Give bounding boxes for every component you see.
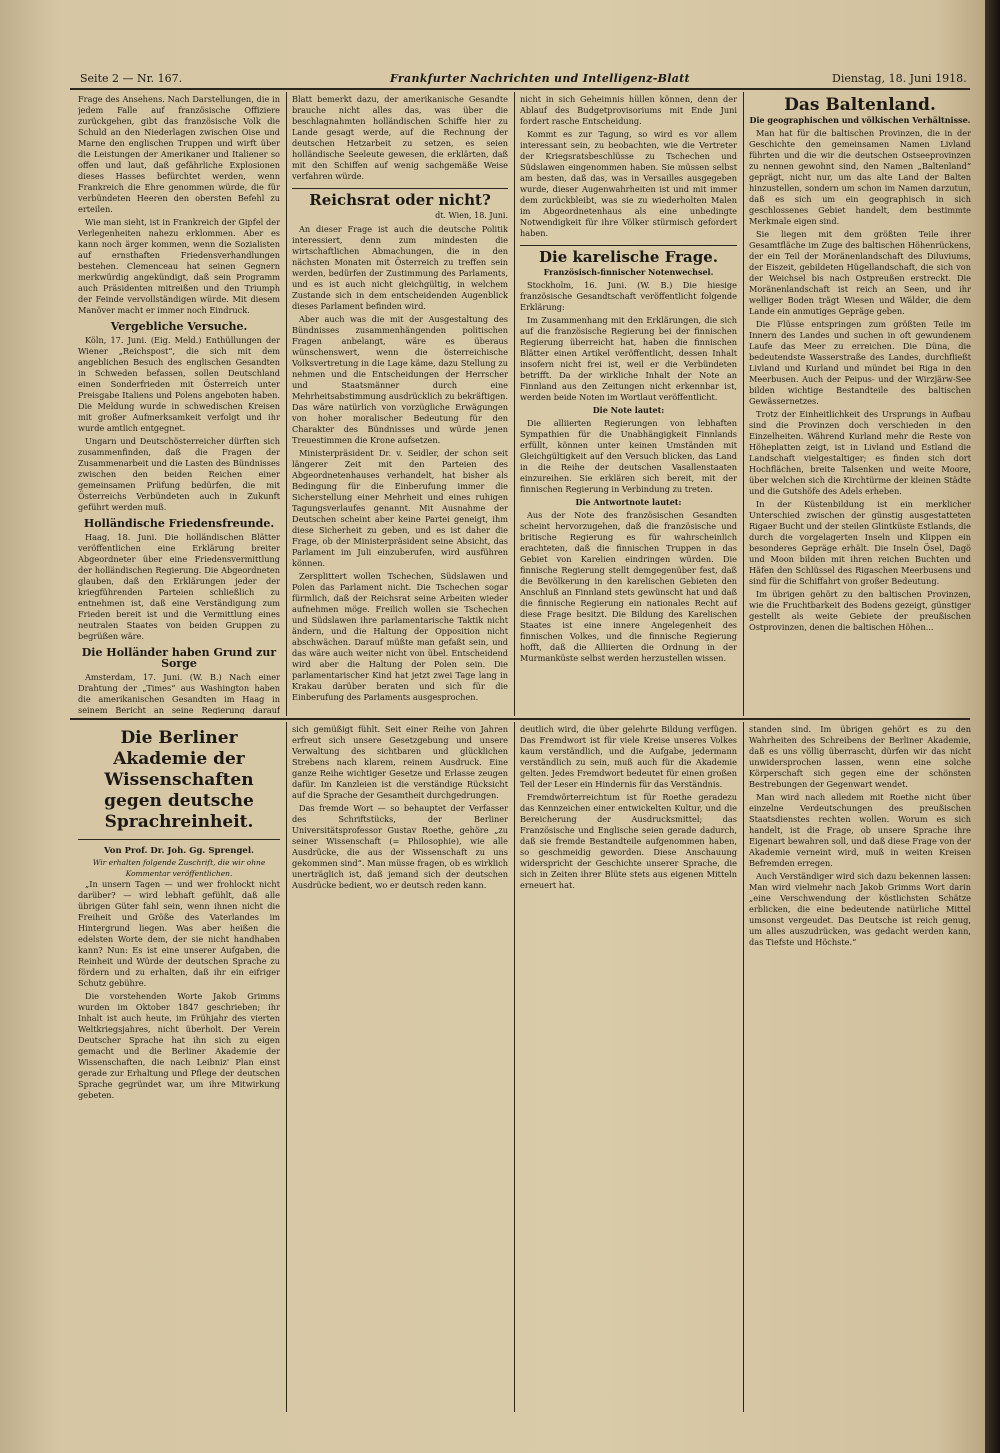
article-text: nicht in sich Geheimnis hüllen können, denn der Ablauf des Budgetprovisoriums mit Ende Juni fordert rasche Entscheidung. xyxy=(520,94,737,126)
article-subheading: Französisch-finnischer Notenwechsel. xyxy=(543,267,714,277)
article-text: An dieser Frage ist auch die deutsche Politik interessiert, denn zum mindesten die wirtschaftlichen Abmachungen, die in den nächsten Monaten mit Österreich zu treffen sein werden, bedürfen der Zustimmung des Parlaments, und es ist auch nicht gleichgültig, in welchem Zustande sich in dem entscheidenden Augenblick dieses Parlament befinden wird. xyxy=(292,224,508,311)
article-heading: Vergebliche Versuche. xyxy=(110,320,248,333)
divider xyxy=(78,839,280,840)
article-text: Köln, 17. Juni. (Eig. Meld.) Enthüllungen der Wiener „Reichspost“, die sich mit dem angeblichen Besuch des englischen Gesandten in Schweden befassen, sollen Deutschland einen Sonderfrieden mit Österreich unter Preisgabe Italiens und Polens angeboten haben. Die Meldung wurde in schwedischen Kreisen mit großer Aufmerksamkeit verfolgt und ihr wurde amtlich entgegnet. xyxy=(78,335,280,433)
byline: Von Prof. Dr. Joh. Gg. Sprengel. xyxy=(103,846,255,856)
column-1 xyxy=(78,94,280,714)
column-3 xyxy=(520,94,737,714)
article-text: Frage des Ansehens. Nach Darstellungen, die in jedem Falle auf französische Offiziere zurückgehen, gibt das französische Volk die Schuld an den Niederlagen zwischen Oise und Marne den englischen Truppen und wirft über die Leistungen der Amerikaner und Italiener so offen und laut, daß gefährliche Explosionen dieses Hasses befürchtet werden, wenn Frankreich die Ehre genommen würde, die für verbündeten Heeren den obersten Befehl zu erteilen. xyxy=(78,94,280,214)
article-text: Sie liegen mit dem größten Teile ihrer Gesamtfläche im Zuge des baltischen Höhenrückens, der ein Teil der Moränenlandschaft des Diluviums, der Eiszeit, gebildeten Hügellandschaft, die sich von der Weichsel bis nach Ostpreußen erstreckt. Die Moränenlandschaft ist reich an Seen, und ihr welliger Boden trägt Wiesen und Wälder, die dem Lande ein anmutiges Gepräge geben. xyxy=(749,229,971,316)
article-text: In der Küstenbildung ist ein merklicher Unterschied zwischen der günstig ausgestatteten Rigaer Bucht und der steilen Glintküste Estlands, die durch die vorgelagerten Inseln und Klippen ein besonderes Gepräge erhält. Die Inseln Ösel, Dagö und Moon bilden mit ihren reichen Buchten und Häfen den Schlüssel des Rigaschen Meerbusens und sind für die Schiffahrt von großer Bedeutung. xyxy=(749,499,971,586)
article-text: Die vorstehenden Worte Jakob Grimms wurden im Oktober 1847 geschrieben; ihr Inhalt ist auch heute, im Frühjahr des vierten Weltkriegsjahres, nicht überholt. Der Verein Deutscher Sprache hat ihn sich zu eigen gemacht und die Berliner Akademie der Wissenschaften, die nach Leibniz' Plan einst gerade zur Erhaltung und Pflege der deutschen Sprache gegründet war, um ihre Mitwirkung gebeten. xyxy=(78,991,280,1100)
article-text: Das fremde Wort — so behauptet der Verfasser des Schriftstücks, der Berliner Universitätsprofessor Gustav Roethe, gehöre „zu seiner Wissenschaft (= Philosophie), wie alle Ausdrücke, die aus der Wissenschaft zu uns gekommen sind“. Man müsse fragen, ob es wirklich unerträglich ist, daß jemand sich der deutschen Ausdrücke bedient, wo er deutsch reden kann. xyxy=(292,803,508,890)
divider xyxy=(520,245,737,246)
article-subheading: Die geographischen und völkischen Verhältnisse. xyxy=(749,115,971,125)
article-heading: Die karelische Frage. xyxy=(539,248,718,266)
lower-column-4 xyxy=(749,724,971,1410)
note-caption: Die Note lautet: xyxy=(592,405,665,415)
article-text: Ministerpräsident Dr. v. Seidler, der schon seit längerer Zeit mit den Parteien des Abgeordnetenhauses verhandelt, hat bisher als Bedingung für die Einberufung immer die Sicherstellung einer Mehrheit und eines ruhigen Tagungsverlaufes genannt. Mit Ausnahme der Deutschen scheint aber keine Partei geneigt, ihm diese Sicherheit zu geben, und es ist daher die Frage, ob der Ministerpräsident seine Absicht, das Parlament im Juli einzuberufen, wird ausführen können. xyxy=(292,448,508,568)
article-text: Haag, 18. Juni. Die holländischen Blätter veröffentlichen eine Erklärung breiter Abgeordneter über eine Friedensvermittlung der holländischen Regierung. Die Abgeordneten glauben, daß den Erklärungen jeder der kriegführenden Parteien schließlich zu entnehmen ist, daß eine Verständigung zum Frieden bereit ist und die Vermittlung eines neutralen Staates von beiden Gruppen zu begrüßen wäre. xyxy=(78,532,280,641)
article-text: Auch Verständiger wird sich dazu bekennen lassen: Man wird vielmehr nach Jakob Grimms Wort darin „eine Verschwendung der köstlichsten Schätze erblicken, die eine bedeutende natürliche Mittel umsonst vergeudet. Das Deutsche ist reich genug, um alles auszudrücken, was gedacht werden kann, das Tiefste und Höchste.“ xyxy=(749,871,971,947)
lower-column-2 xyxy=(292,724,508,1410)
article-text: Man hat für die baltischen Provinzen, die in der Geschichte den gemeinsamen Namen Livland führten und die wir die deutschen Ostseeprovinzen zu nennen gewohnt sind, den Namen „Baltenland“ geprägt, nicht nur, um das alte Land der Balten hinzustellen, sondern um schon im Namen darzutun, daß es sich um ein geographisch in sich geschlossenes Gebiet handelt, dem bestimmte Merkmale eigen sind. xyxy=(749,128,971,226)
article-text: Ungarn und Deutschösterreicher dürften sich zusammenfinden, daß die Fragen der Zusammenarbeit und die Lasten des Bündnisses zwischen den beiden Reichen einer gemeinsamen Prüfung bedürfen, die mit Österreichs Verbündeten auch in Zukunft geführt werden muß. xyxy=(78,436,280,512)
article-text: Stockholm, 16. Juni. (W. B.) Die hiesige französische Gesandtschaft veröffentlicht folgende Erklärung: xyxy=(520,280,737,312)
article-heading: Das Baltenland. xyxy=(784,95,936,115)
column-rule-5 xyxy=(514,722,515,1412)
article-text: Trotz der Einheitlichkeit des Ursprungs in Aufbau sind die Provinzen doch verschieden in den Einzelheiten. Während Kurland mehr die Reste von Höheplatten zeigt, ist in Livland und Estland die Landschaft vielgestaltiger; es finden sich dort Hochflächen, breite Talsenken und weite Moore, über welchen sich die Kirchtürme der kleinen Städte und die Gutshöfe des Adels erheben. xyxy=(749,409,971,496)
article-text: „In unsern Tagen — und wer frohlockt nicht darüber? — wird lebhaft gefühlt, daß alle übrigen Güter fahl sein, wenn ihnen nicht die Freiheit und Größe des Vaterlandes im Hintergrund liegen. Was aber heißen die edelsten Worte dem, der sie nicht handhaben kann? Nun: Es ist eine unserer Aufgaben, die Reinheit und Würde der deutschen Sprache zu fördern und zu erhalten, daß ihr ein eifriger Schutz gebühre. xyxy=(78,879,280,988)
section-rule xyxy=(70,718,970,720)
article-text: Im Zusammenhang mit den Erklärungen, die sich auf die französische Regierung bei der finnischen Regierung überreicht hat, haben die finnischen Blätter einen Artikel veröffentlicht, dessen Inhalt insofern nicht frei ist, weil er die Verbündeten betrifft. Da der wirkliche Inhalt der Note an Finnland aus den Zeitungen nicht erkennbar ist, werden beide Noten im Wortlaut veröffentlicht. xyxy=(520,315,737,402)
dateline: dt. Wien, 18. Juni. xyxy=(435,211,508,220)
article-heading: Die Holländer haben Grund zur Sorge xyxy=(81,646,277,670)
article-text: Fremdwörterreichtum ist für Roethe geradezu das Kennzeichen einer entwickelten Kultur, und die Bereicherung der Ausdrucksmittel; das Französische und Englische seien gerade dadurch, daß sie fremde Bestandteile aufgenommen haben, so geschmeidig geworden. Diese Anschauung widerspricht der Geschichte unserer Sprache, die sich in Zeiten ihrer Blüte stets aus eigenen Mitteln erneuert hat. xyxy=(520,792,737,890)
article-text: Die alliierten Regierungen von lebhaften Sympathien für die Unabhängigkeit Finnlands erfüllt, können unter keinen Umständen mit Gleichgültigkeit auf den Versuch blicken, das Land in die Reihe der deutschen Vasallenstaaten einzureihen. Sie erklären sich bereit, mit der finnischen Regierung in Verbindung zu treten. xyxy=(520,418,737,494)
article-text: Die Flüsse entspringen zum größten Teile im Innern des Landes und suchen in oft gewundenem Laufe das Meer zu erreichen. Die Düna, die bedeutendste Wasserstraße des Landes, durchfließt Livland und Kurland und mündet bei Riga in den Meerbusen. Auch der Peipus- und der Wirzjärw-See bilden wichtige Bestandteile des baltischen Gewässernetzes. xyxy=(749,319,971,406)
article-text: Blatt bemerkt dazu, der amerikanische Gesandte brauche nicht alles das, was über die beschlagnahmten holländischen Schiffe hier zu Lande gesagt werde, auf die Rechnung der deutschen Hetzarbeit zu setzen, es seien holländische Seeleute gewesen, die erklärten, daß mit den Schiffen auf wenig sachgemäße Weise verfahren würde. xyxy=(292,94,508,181)
page-label: Seite 2 — Nr. 167. xyxy=(80,72,183,85)
column-rule-1 xyxy=(286,92,287,716)
article-text: Man wird nach alledem mit Roethe nicht über einzelne Verdeutschungen des preußischen Staatsdienstes rechten wollen. Worum es sich handelt, ist die Frage, ob unsere Sprache ihre Eigenart bewahren soll, und daß diese Frage von der Akademie verneint wird, muß in weiten Kreisen Befremden erregen. xyxy=(749,792,971,868)
article-text: Wie man sieht, ist in Frankreich der Gipfel der Verlegenheiten nahezu erklommen. Aber es kann noch ärger kommen, wenn die Sozialisten auf ernsthaften Friedensverhandlungen bestehen. Clemenceau hat seinen Gegnern merkwürdig angekündigt, daß sein Programm auch Präsidenten mitreißen und den Triumph der Feinde vervollständigen würde. Mit diesem Manöver macht er immer noch Eindruck. xyxy=(78,217,280,315)
article-text: Kommt es zur Tagung, so wird es vor allem interessant sein, zu beobachten, wie die Vertreter der Kriegsratsbeschlüsse zu Tschechen und Südslawen eingenommen haben. Sie müssen selbst am besten, daß das, was in Versailles ausgegeben wurde, dieser Augenwahrheiten ist und mit immer dem zurückbleibt, was sie zu wiederholten Malen im Abgeordnetenhaus als eine unbedingte Notwendigkeit für ihre Völker stürmisch gefordert haben. xyxy=(520,129,737,238)
column-rule-2 xyxy=(514,92,515,716)
column-rule-3 xyxy=(743,92,744,716)
masthead: Frankfurter Nachrichten und Intelligenz-Blatt xyxy=(390,72,690,85)
article-heading: Holländische Friedensfreunde. xyxy=(83,517,275,530)
article-text: Aus der Note des französischen Gesandten scheint hervorzugehen, daß die französische und britische Regierung es für wahrscheinlich erachteten, daß die finnischen Truppen in das Gebiet von Karelien eindringen würden. Die finnische Regierung stellt demgegenüber fest, daß die Bevölkerung in den karelischen Gebieten den Anschluß an Finnland stets gewünscht hat und daß die finnische Regierung ein nationales Recht auf diese Frage besitzt. Die Bildung des Karelischen Staates ist eine innere Angelegenheit des finnischen Volkes, und die finnische Regierung hofft, daß die Alliierten die Ordnung in der Murmanküste selbst werden herzustellen wissen. xyxy=(520,510,737,663)
column-rule-6 xyxy=(743,722,744,1412)
note-caption: Die Antwortnote lautet: xyxy=(575,497,682,507)
feuilleton-heading: Die Berliner Akademie der Wissenschaften gegen deutsche Sprachreinheit. xyxy=(104,728,254,832)
column-4 xyxy=(749,94,971,714)
article-text: Zersplittert wollen Tschechen, Südslawen und Polen das Parlament nicht. Die Tschechen sogar fürmlich, daß der Reichsrat seine Arbeiten wieder aufnehmen möge. Freilich wollen sie Tschechen und Südslawen ihre parlamentarische Taktik nicht ändern, und die Haltung der Opposition nicht abschwächen. Darauf müßte man gefaßt sein, und das wäre auch weiter nicht von übel. Entscheidend wird aber die Haltung der Polen sein. Die parlamentarischer Kind hat jetzt zwei Tage lang in Krakau darüber beraten und sich für die Einberufung des Parlaments ausgesprochen. xyxy=(292,571,508,702)
article-text: deutlich wird, die über gelehrte Bildung verfügen. Das Fremdwort ist für viele Kreise unseres Volkes kaum verständlich, und die Aufgabe, jedermann verständlich zu sein, muß auch für die Akademie gelten. Jedes Fremdwort bedeutet für einen großen Teil der Leser ein Hindernis für das Verständnis. xyxy=(520,724,737,789)
issue-date: Dienstag, 18. Juni 1918. xyxy=(832,72,967,85)
lower-column-3 xyxy=(520,724,737,1410)
article-heading: Reichsrat oder nicht? xyxy=(309,191,491,209)
column-2 xyxy=(292,94,508,714)
article-text: sich gemüßigt fühlt. Seit einer Reihe von Jahren erfreut sich unsere Gesetzgebung und unsere Verwaltung des sichtbaren und glücklichen Strebens nach klarem, reinem Ausdruck. Eine ganze Reihe wichtiger Gesetze und Erlasse zeugen dafür. Im Kanzleien ist die verständige Rücksicht auf die Sprache der Gesamtheit durchgedrungen. xyxy=(292,724,508,800)
divider xyxy=(292,188,508,189)
page-edge-shadow xyxy=(985,0,1000,1453)
lower-column-1 xyxy=(78,724,280,1410)
article-text: Im übrigen gehört zu den baltischen Provinzen, wie die Fruchtbarkeit des Bodens gezeigt, günstiger gestellt als weite Gebiete der preußischen Ostprovinzen, denen die baltischen Höhen... xyxy=(749,589,971,632)
article-text: standen sind. Im übrigen gehört es zu den Wahrheiten des Schreibens der Berliner Akademie, daß es uns völlig überrascht, dürfen wir das nicht unwidersprochen lassen, wenn eine solche Körperschaft sich gegen eine der schönsten Bestrebungen der Gegenwart wendet. xyxy=(749,724,971,789)
article-text: Amsterdam, 17. Juni. (W. B.) Nach einer Drahtung der „Times“ aus Washington haben die amerikanischen Gesandten im Haag in seinem Bericht an seine Regierung darauf xyxy=(78,672,280,714)
header-rule xyxy=(70,88,970,90)
column-rule-4 xyxy=(286,722,287,1412)
article-text: Aber auch was die mit der Ausgestaltung des Bündnisses zusammenhängenden politischen Fragen anbelangt, wäre es überaus wünschenswert, wenn die österreichische Volksvertretung in die Lage käme, dazu Stellung zu nehmen und die Entscheidungen der Herrscher und Staatsmänner durch eine Mehrheitsabstimmung ausdrücklich zu bekräftigen. Das wäre natürlich von vorzügliche Erwägungen von hoher moralischer Bedeutung für den Charakter des Bündnisses und würde jenen Treuestimmen die Krone aufsetzen. xyxy=(292,314,508,445)
editorial-note: Wir erhalten folgende Zuschrift, die wir ohne Kommentar veröffentlichen. xyxy=(92,858,266,878)
